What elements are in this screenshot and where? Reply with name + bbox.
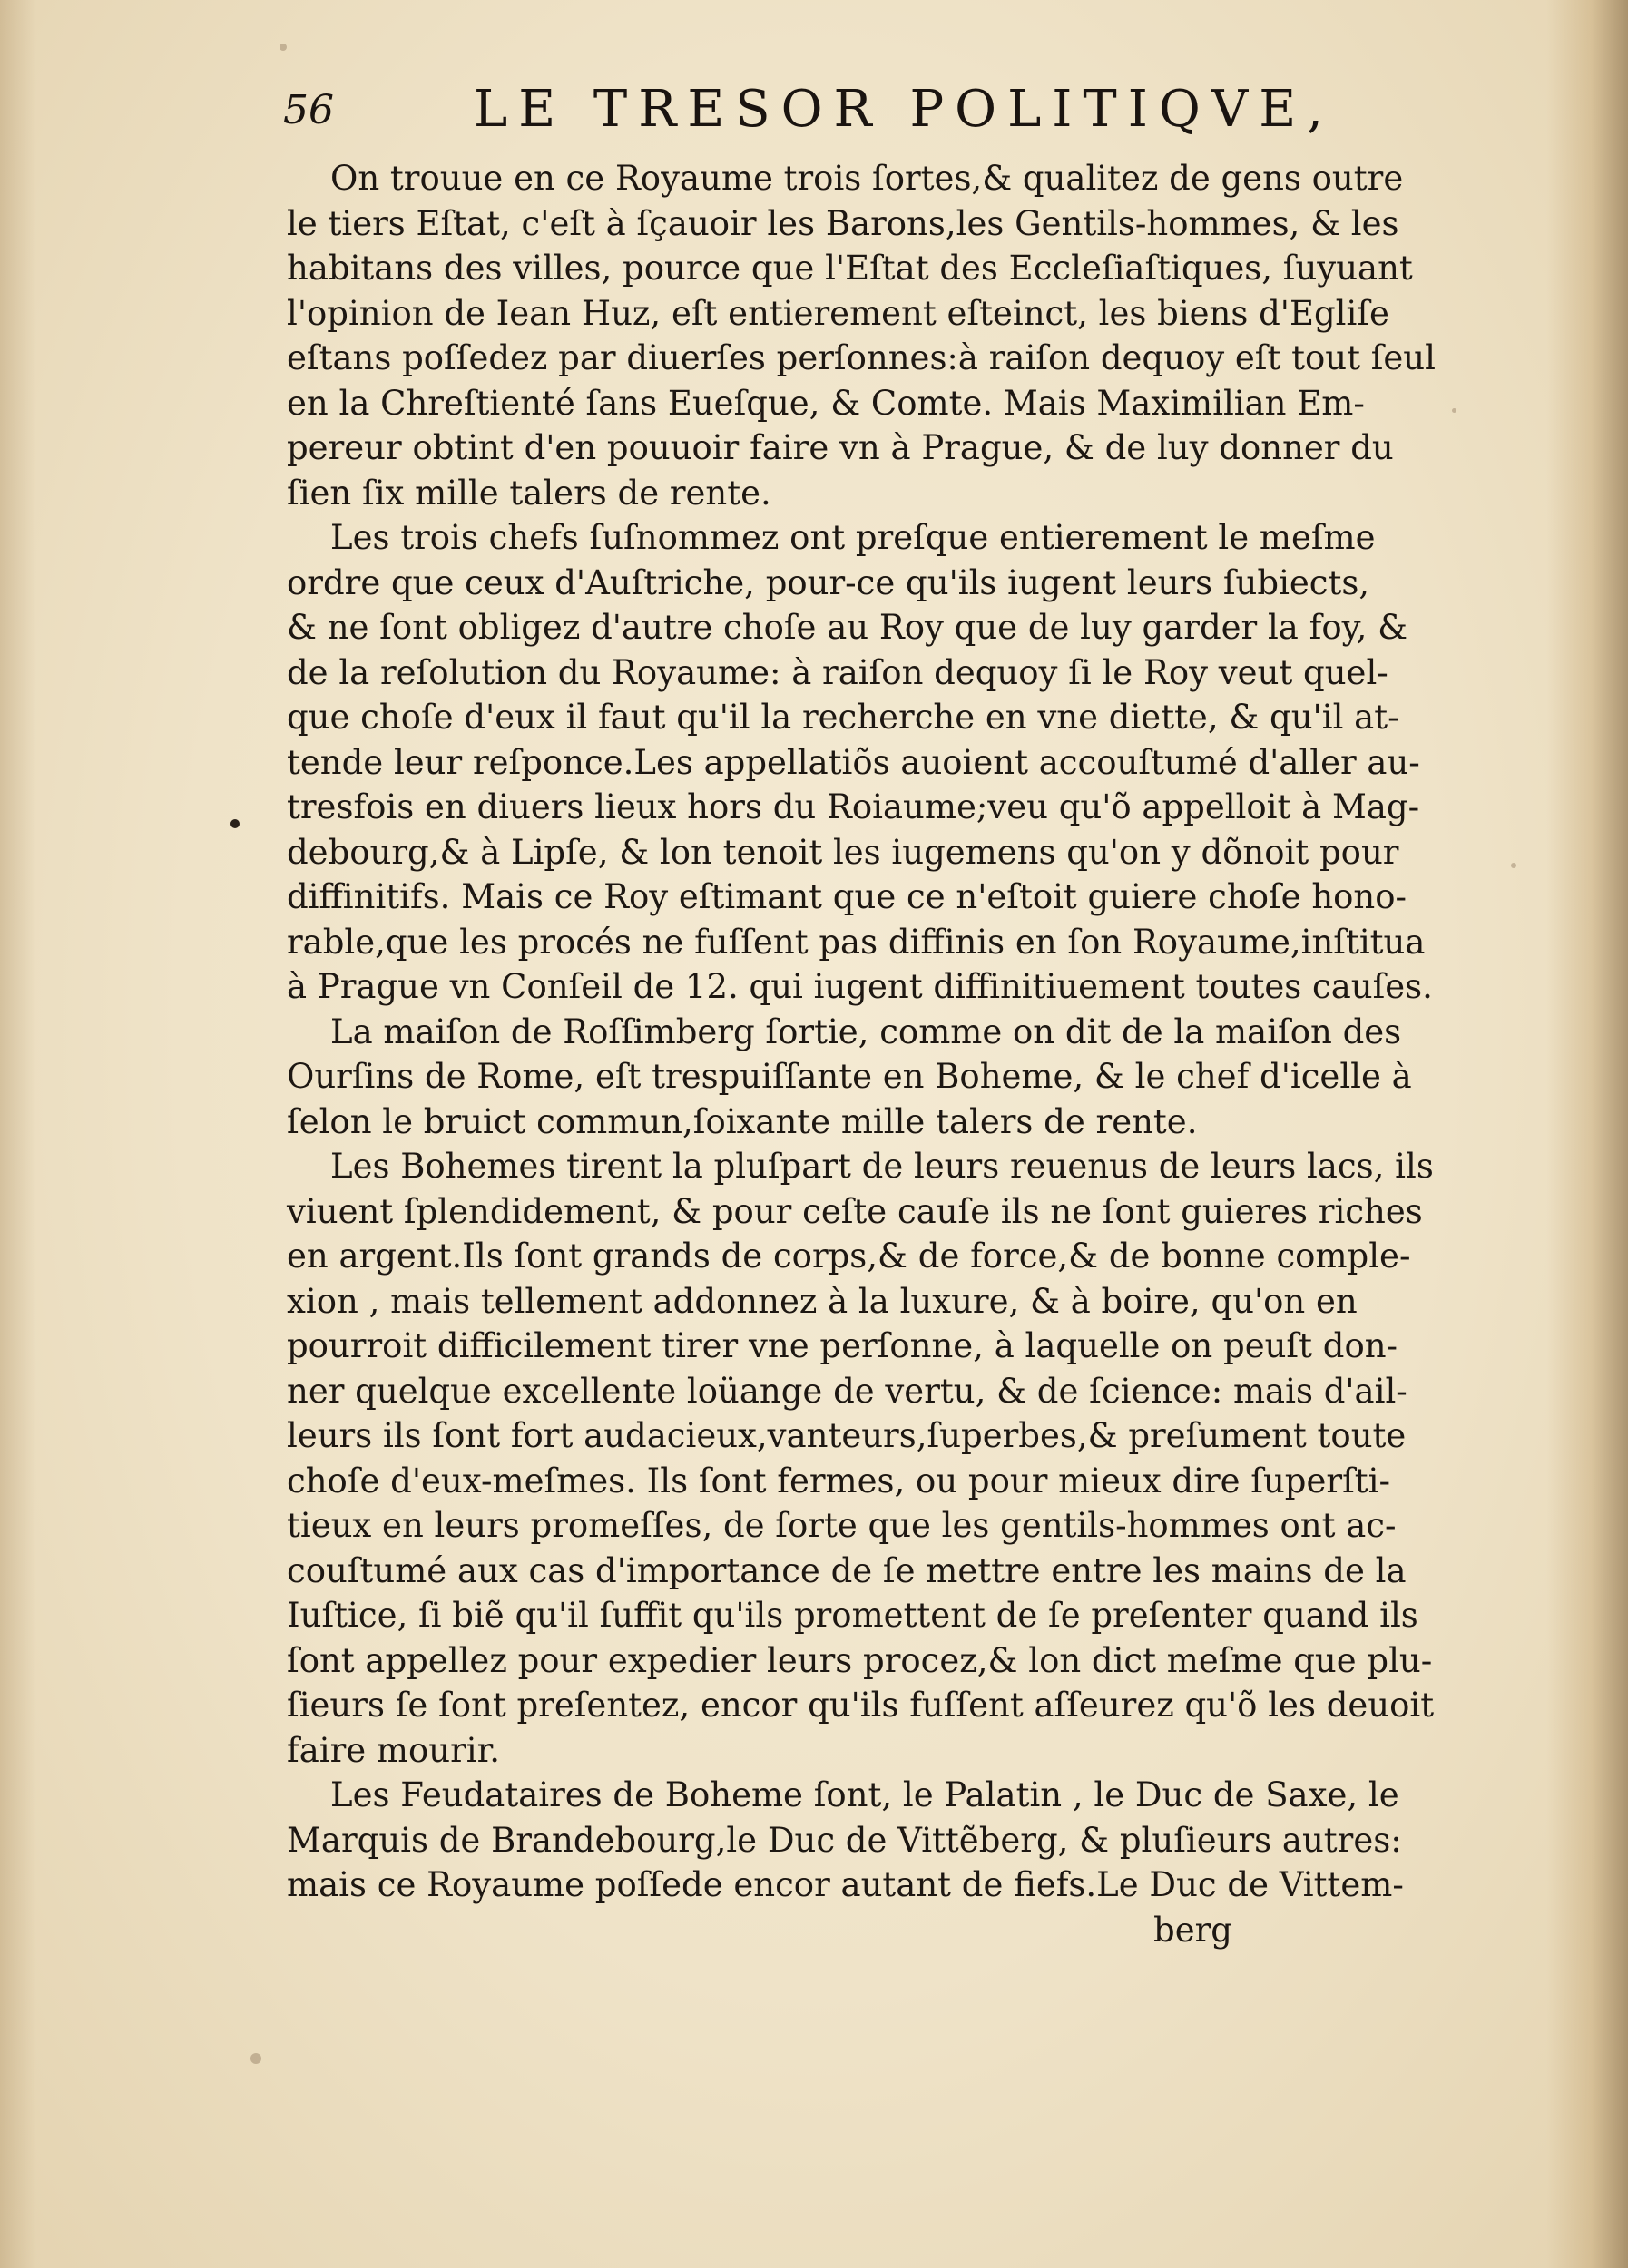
text-line: & ne ſont obligez d'autre choſe au Roy que de luy garder la foy, & [287,608,1408,647]
text-line: tieux en leurs promeſſes, de ſorte que les gentils-hommes ont ac- [287,1506,1397,1545]
text-line: Iuſtice, ſi biẽ qu'il ſuffit qu'ils promettent de ſe preſenter quand ils [287,1596,1418,1635]
text-line: debourg,& à Lipſe, & lon tenoit les iugemens qu'on y dõnoit pour [287,832,1399,872]
text-line: ordre que ceux d'Auſtriche, pour-ce qu'ils iugent leurs ſubiects, [287,562,1370,602]
text-line: tende leur reſponce.Les appellatiõs auoient accouſtumé d'aller au- [287,742,1420,782]
text-line: à Prague vn Conſeil de 12. qui iugent diffinitiuement toutes cauſes. [287,967,1433,1006]
text-line: xion , mais tellement addonnez à la luxure, & à boire, qu'on en [287,1281,1358,1321]
paper-speck [1511,863,1516,868]
text-line: en la Chreſtienté ſans Eueſque, & Comte. Mais Maximilian Em- [287,383,1365,423]
text-line: Les trois chefs ſuſnommez ont preſque entierement le meſme [330,518,1376,557]
text-line: Marquis de Brandebourg,le Duc de Vittẽberg, & pluſieurs autres: [287,1820,1402,1860]
text-line: ſelon le bruict commun,ſoixante mille talers de rente. [287,1101,1198,1141]
text-line: On trouue en ce Royaume trois ſortes,& qualitez de gens outre [330,159,1404,198]
text-line: pereur obtint d'en pouuoir faire vn à Prague, & de luy donner du [287,428,1394,467]
text-line: choſe d'eux-meſmes. Ils ſont fermes, ou pour mieux dire ſuperſti- [287,1461,1390,1501]
text-line: Les Bohemes tirent la pluſpart de leurs reuenus de leurs lacs, ils [330,1147,1434,1186]
catchword: berg [1153,1910,1232,1950]
text-line: Les Feudataires de Boheme ſont, le Palatin , le Duc de Saxe, le [330,1775,1399,1814]
text-line: ſieurs ſe ſont preſentez, encor qu'ils fuſſent aſſeurez qu'õ les deuoit [287,1686,1435,1725]
body-text [287,156,1436,1952]
text-line: eſtans poſſedez par diuerſes perſonnes:à raiſon dequoy eſt tout ſeul [287,338,1436,377]
text-line: Ourſins de Rome, eſt trespuiſſante en Boheme, & le chef d'icelle à [287,1057,1412,1096]
text-line: leurs ils ſont fort audacieux,vanteurs,ſuperbes,& preſument toute [287,1416,1407,1455]
text-line: ſien ſix mille talers de rente. [287,473,771,513]
running-title: LE TRESOR POLITIQVE, [474,80,1334,139]
text-line: pourroit difficilement tirer vne perſonne, à laquelle on peuſt don- [287,1326,1398,1365]
page-left-edge [0,0,36,2268]
text-line: rable,que les procés ne fuſſent pas diffinis en ſon Royaume,inſtitua [287,922,1426,962]
paper-speck [280,44,287,51]
page-header [283,80,1334,152]
text-line: viuent ſplendidement, & pour ceſte cauſe ils ne ſont guieres riches [287,1191,1423,1231]
text-line: ner quelque excellente loüange de vertu, & de ſcience: mais d'ail- [287,1371,1407,1411]
text-line: faire mourir. [287,1730,501,1770]
text-line: que choſe d'eux il faut qu'il la recherche en vne diette, & qu'il at- [287,698,1399,737]
paper-speck [250,2053,261,2064]
text-line: tresfois en diuers lieux hors du Roiaume;veu qu'õ appelloit à Mag- [287,787,1420,826]
text-line: mais ce Royaume poſſede encor autant de fiefs.Le Duc de Vittem- [287,1865,1404,1904]
text-line: l'opinion de Iean Huz, eſt entierement eſteinct, les biens d'Egliſe [287,293,1389,333]
text-line: couſtumé aux cas d'importance de ſe mettre entre les mains de la [287,1550,1407,1590]
paper-speck [1452,408,1456,413]
margin-mark [230,819,240,828]
text-line: en argent.Ils ſont grands de corps,& de force,& de bonne comple- [287,1237,1411,1276]
page-number: 56 [283,87,334,133]
text-line: diffinitifs. Mais ce Roy eſtimant que ce n'eſtoit guiere choſe hono- [287,877,1407,916]
text-line: le tiers Eſtat, c'eſt à ſçauoir les Barons,les Gentils-hommes, & les [287,203,1399,243]
page-gutter-shadow [1546,0,1628,2268]
text-line: La maiſon de Roſſimberg ſortie, comme on dit de la maiſon des [330,1012,1402,1051]
text-line: ſont appellez pour expedier leurs procez,& lon dict meſme que plu- [287,1640,1433,1680]
text-line: de la reſolution du Royaume: à raiſon dequoy ſi le Roy veut quel- [287,652,1388,692]
text-line: habitans des villes, pource que l'Eſtat des Eccleſiaſtiques, ſuyuant [287,249,1413,288]
